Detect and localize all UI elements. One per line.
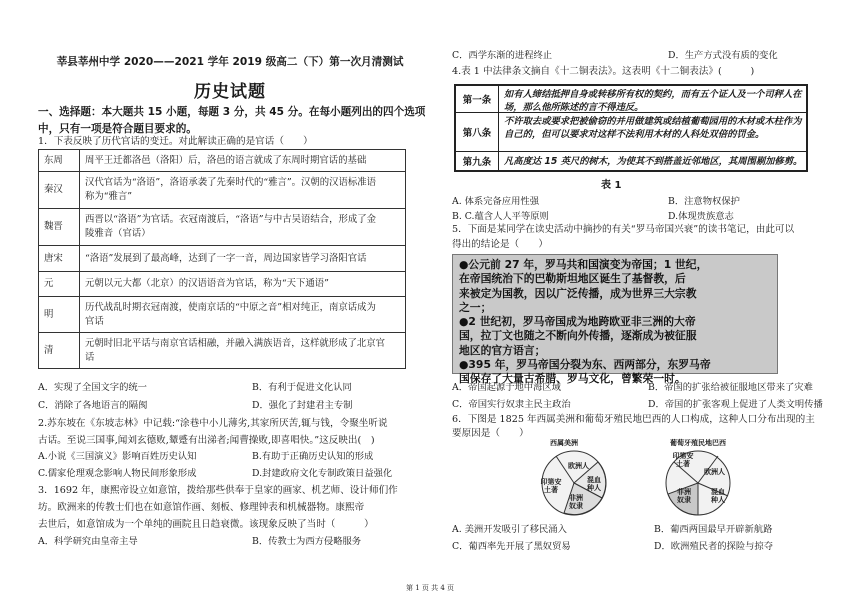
q2-option-b[interactable]: B.有助于正确历史认知的形成 (252, 451, 374, 462)
q4-option-a[interactable]: A. 体系完备应用性强 (452, 196, 539, 207)
pie-right-title: 葡萄牙殖民地巴西 (670, 439, 726, 447)
q6-option-b[interactable]: B．葡西两国最早开辟新航路 (654, 524, 773, 535)
cell-line: 称为“雅言” (85, 191, 133, 202)
q4-option-b[interactable]: B．注意物权保护 (668, 196, 740, 207)
q1-option-b[interactable]: B．有利于促进文化认同 (252, 382, 352, 393)
q1-option-a[interactable]: A．实现了全国文字的统一 (38, 382, 147, 393)
q3-option-a[interactable]: A．科学研究由皇帝主导 (38, 536, 138, 547)
era-cell: 唐宋 (39, 246, 80, 272)
note-line: ●395 年，罗马帝国分裂为东、西两部分，东罗马帝 (459, 358, 711, 372)
q3-option-d[interactable]: D．生产方式没有质的变化 (668, 50, 778, 61)
q1-option-c[interactable]: C．消除了各地语言的隔阂 (38, 400, 148, 411)
note-line: 地区的官方语言； (459, 343, 546, 357)
q4-row (456, 113, 806, 152)
q4-option-c[interactable]: B. C.蕴含人人平等原则 (452, 211, 549, 222)
q6-option-c[interactable]: C．葡西率先开展了黑奴贸易 (452, 541, 571, 552)
cell-line: 元朝时旧北平话与南京官话相融，并融入满族语音，这样就形成了北京官 (85, 337, 386, 349)
note-line: 之一； (459, 300, 492, 314)
q3-line3: 去世后，如意馆成为一个单纯的画院且日趋衰微。该现象反映了当时（ ） (38, 519, 374, 530)
note-line: ●公元前 27 年，罗马共和国演变为帝国；1 世纪， (459, 258, 708, 271)
era-cell: 秦汉 (39, 172, 80, 209)
section-heading-line1: 一、选择题：本大题共 15 小题，每题 3 分，共 45 分。在每小题列出的四个选项 (38, 106, 426, 118)
note-line: 来被定为国教，因以广泛传播，成为世界三大宗教 (459, 286, 697, 300)
q6-option-d[interactable]: D．欧洲殖民者的探险与掠夺 (654, 541, 774, 552)
note-line: 在帝国统治下的巴勒斯坦地区诞生了基督教，后 (459, 272, 686, 286)
q6-pie-figure (522, 438, 762, 518)
note-line: 国保存了大量古希腊、罗马文化，曾繁荣一时。 (459, 372, 686, 386)
era-cell: 东周 (39, 150, 80, 172)
table-row (39, 246, 406, 272)
q3-line2: 坊。欧洲来的传教士们也在如意馆作画、刻板、修理钟表和机械器物。康熙帝 (38, 502, 365, 513)
era-cell: 清 (39, 333, 80, 369)
table-row (39, 297, 406, 333)
table-row (39, 150, 406, 172)
q3-option-b[interactable]: B．传教士为西方侵略服务 (252, 536, 362, 547)
text-cell (80, 172, 406, 209)
q4-row-tag: 第九条 (456, 152, 499, 170)
q1-table (38, 149, 406, 369)
page-footer: 第 1 页 共 4 页 (405, 584, 455, 592)
q6-line1: 6．下图是 1825 年西属美洲和葡萄牙殖民地巴西的人口构成，这种人口分布出现的主 (452, 414, 815, 425)
q5-option-c[interactable]: C．帝国实行奴隶主民主政治 (452, 399, 571, 410)
q2-option-a[interactable]: A.小说《三国演义》影响百姓历史认知 (38, 451, 197, 462)
section-heading (38, 104, 426, 138)
q6-line2: 要原因是（ ） (452, 428, 529, 439)
text-cell (80, 246, 406, 272)
pie-label: 欧洲人 (568, 462, 589, 470)
era-cell: 魏晋 (39, 209, 80, 246)
pie-label: 印第安土著 (672, 452, 694, 468)
q4-row-text: 如有人缔结抵押自身或转移所有权的契约，而有五个证人及一个司秤人在场，那么他所陈述的言不得违反。 (504, 89, 802, 113)
text-cell (80, 209, 406, 246)
q4-stem: 4.表 1 中法律条文摘自《十二铜表法》。这表明《十二铜表法》( ) (452, 66, 755, 77)
q2-line2: 古话。至说三国事,闻刘玄德败,颦蹙有出涕者;闻曹操败,即喜唱快。”这反映出( ) (38, 435, 375, 446)
q4-row-text: 凡高度达 15 英尺的树木，为使其不到搭盖近邻地区，其周围剔加修剪。 (504, 156, 803, 167)
table-row (39, 172, 406, 209)
cell-line: 西晋以“洛语”为官话。衣冠南渡后，“洛语”与中古吴语结合，形成了金 (85, 214, 377, 225)
cell-line: 话 (85, 351, 95, 363)
q5-notes-text (459, 258, 773, 387)
q1-stem: 1．下表反映了历代官话的变迁。对此解读正确的是官话（ ） (38, 136, 313, 147)
exam-title: 莘县莘州中学 2020——2021 学年 2019 级高二（下）第一次月清测试 (56, 56, 404, 68)
q3-line1: 3．1692 年，康熙帝设立如意馆，拨给那些供奉于皇家的画家、机艺师、设计师们作 (38, 485, 398, 496)
q5-option-d[interactable]: D．帝国的扩张客观上促进了人类文明传播 (648, 399, 823, 410)
cell-line: 陵雅音（官话） (85, 228, 151, 239)
q4-row-tag: 第一条 (456, 86, 499, 112)
q5-option-a[interactable]: A．帝国起源于地中海区域 (452, 382, 561, 393)
cell-line: 元朝以元大都（北京）的汉语语音为官话，称为“天下通语” (85, 278, 329, 289)
pie-label: 印第安土著 (540, 478, 562, 494)
text-cell (80, 150, 406, 172)
q5-notes-box (452, 254, 778, 386)
subject-title: 历史试题 (194, 82, 266, 102)
q4-law-table (454, 84, 808, 172)
pie-label: 非洲奴隶 (569, 494, 583, 510)
table-row (39, 209, 406, 246)
q2-line1: 2.苏东坡在《东坡志林》中记载:“涂巷中小儿薄劣,其家所厌苦,辄与钱，令聚坐听说 (38, 418, 388, 429)
text-cell (80, 297, 406, 333)
table-row (39, 272, 406, 297)
pie-label: 非洲奴隶 (677, 488, 691, 504)
q5-option-b[interactable]: B．帝国的扩张给被征服地区带来了灾难 (648, 382, 813, 393)
text-cell (80, 333, 406, 369)
note-line: 国，拉丁文也随之不断向外传播，逐渐成为被征服 (459, 329, 697, 343)
q5-line1: 5．下面是某同学在读史活动中摘抄的有关“罗马帝国兴衰”的读书笔记，由此可以 (452, 224, 795, 235)
q1-option-d[interactable]: D．强化了封建君主专制 (252, 400, 353, 411)
note-line: ●2 世纪初，罗马帝国成为地跨欧亚非三洲的大帝 (459, 315, 696, 329)
q4-row (456, 86, 806, 113)
cell-line: 汉代官话为“洛语”，洛语承袭了先秦时代的“雅言”。汉朝的汉语标准语 (85, 177, 377, 188)
q4-row-text: 不许取去或要求把被偷窃的并用做建筑或结植葡萄园用的木材或木柱作为自己的，但可以要求对这样不法利用木材的人科处双倍的罚金。 (504, 116, 802, 140)
cell-line: 周平王迁都洛邑（洛阳）后，洛邑的语言就成了东周时期官话的基础 (85, 154, 367, 166)
cell-line: 官话 (85, 315, 104, 327)
q4-row (456, 152, 806, 170)
cell-line: 历代战乱时期衣冠南渡，使南京话的“中原之音”相对纯正，南京话成为 (85, 301, 376, 313)
q4-option-d[interactable]: D.体现贵族意志 (668, 211, 734, 222)
q2-option-d[interactable]: D.封建政府文化专制政策日益强化 (252, 468, 393, 479)
q4-caption: 表 1 (601, 180, 622, 191)
era-cell: 元 (39, 272, 80, 297)
cell-line: “洛语”发展到了最高峰，达到了一字一音，周边国家皆学习洛阳官话 (85, 252, 367, 264)
pie-label: 混血种人 (711, 488, 725, 504)
q6-option-a[interactable]: A. 美洲开发吸引了移民涌入 (452, 524, 567, 535)
q3-option-c[interactable]: C．西学东渐的进程终止 (452, 50, 553, 61)
section-heading-line2: 中，只有一项是符合题目要求的。 (38, 123, 197, 135)
text-cell (80, 272, 406, 297)
pie-label: 欧洲人 (704, 468, 725, 476)
table-row (39, 333, 406, 369)
pie-label: 混血种人 (587, 476, 601, 492)
q2-option-c[interactable]: C.儒家伦理观念影响人物民间形象形成 (38, 468, 197, 479)
pie-left-title: 西属美洲 (550, 439, 578, 447)
era-cell: 明 (39, 297, 80, 333)
q5-line2: 得出的结论是（ ） (452, 239, 548, 250)
q4-row-tag: 第八条 (456, 113, 499, 151)
